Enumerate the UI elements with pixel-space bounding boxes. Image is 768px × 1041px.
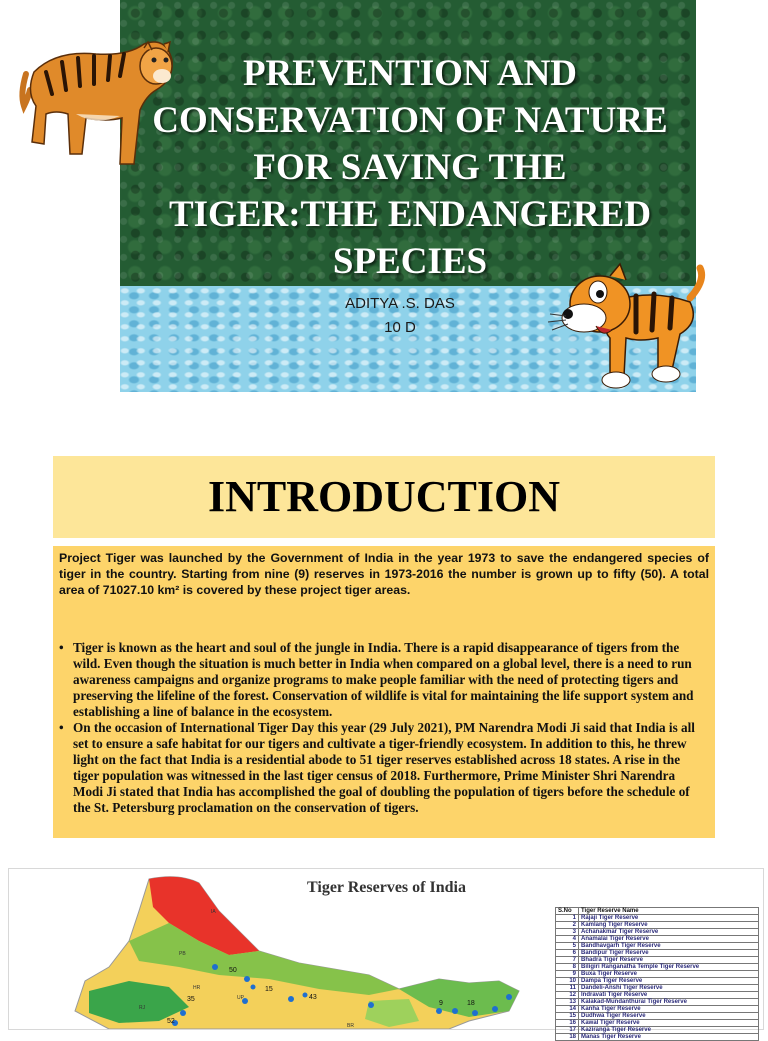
reserve-name: Kanha Tiger Reserve	[579, 1006, 759, 1013]
bullet-text: On the occasion of International Tiger Day this year (29 July 2021), PM Narendra Modi Ji said that India is all set to ensure a safe habitat for our tigers and cultivate a tiger-friendly ecosystem. In addition to this, he threw light on the fact that India is a residential abode to 51 tiger reserves established across 18 states. A rise in the tiger population was witnessed in the last tiger census of 2018. Furthermore, Prime Minister Shri Narendra Modi Ji stated that India has accomplished the goal of doubling the population of tigers before the schedule of the St. Petersburg proclamation on the conservation of tigers.	[73, 720, 695, 815]
reserve-name: Dandeli-Anshi Tiger Reserve	[579, 985, 759, 992]
tiger-reserve-table	[555, 907, 759, 1041]
reserve-number: 12	[556, 992, 579, 999]
author-class: 10 D	[384, 319, 416, 336]
reserve-number: 4	[556, 936, 579, 943]
table-row	[556, 1006, 759, 1013]
reserve-name: Kalakad-Mundanthurai Tiger Reserve	[579, 999, 759, 1006]
reserve-name: Bandipur Tiger Reserve	[579, 950, 759, 957]
reserve-number: 8	[556, 964, 579, 971]
reserve-number: 9	[556, 971, 579, 978]
reserve-name: Kawal Tiger Reserve	[579, 1020, 759, 1027]
reserve-number: 1	[556, 915, 579, 922]
table-row	[556, 978, 759, 985]
map-label: 52	[167, 1018, 175, 1025]
map-label: 43	[309, 994, 317, 1001]
map-label: 35	[187, 996, 195, 1003]
map-label: PB	[179, 951, 186, 957]
reserve-name: Anamalai Tiger Reserve	[579, 936, 759, 943]
map-label: HR	[193, 985, 201, 991]
table-row	[556, 971, 759, 978]
reserve-number: 16	[556, 1020, 579, 1027]
table-row	[556, 929, 759, 936]
reserve-name: Rajaji Tiger Reserve	[579, 915, 759, 922]
reserve-number: 14	[556, 1006, 579, 1013]
reserve-number: 11	[556, 985, 579, 992]
map-label: UP	[237, 995, 244, 1001]
map-label: 9	[439, 1000, 443, 1007]
reserve-name: Kamlang Tiger Reserve	[579, 922, 759, 929]
reserve-number: 2	[556, 922, 579, 929]
reserve-name: Dudhwa Tiger Reserve	[579, 1013, 759, 1020]
map-label: RJ	[139, 1005, 146, 1011]
table-row	[556, 936, 759, 943]
table-row	[556, 985, 759, 992]
table-row	[556, 922, 759, 929]
reserve-name: Achanakmar Tiger Reserve	[579, 929, 759, 936]
presentation-title: PREVENTION AND CONSERVATION OF NATURE FOR SAVING THE TIGER:THE ENDANGERED SPECIES	[152, 53, 668, 282]
table-row	[556, 915, 759, 922]
title-slide	[0, 0, 768, 420]
reserve-number: 6	[556, 950, 579, 957]
intro-paragraph: Project Tiger was launched by the Government of India in the year 1973 to save the endangered species of tiger in the country. Starting from nine (9) reserves in 1973-2016 the number is grown up to fifty (50). A total area of 71027.10 km² is covered by these project tiger areas.	[59, 551, 709, 597]
table-row	[556, 964, 759, 971]
reserve-number: 18	[556, 1034, 579, 1041]
intro-body-panel	[53, 546, 715, 838]
reserve-name: Dampa Tiger Reserve	[579, 978, 759, 985]
bullet-icon: •	[59, 720, 64, 735]
table-row	[556, 957, 759, 964]
map-label: BR	[347, 1023, 354, 1029]
column-header-sno: S.No	[556, 908, 579, 915]
intro-heading: INTRODUCTION	[207, 472, 561, 521]
reserve-number: 15	[556, 1013, 579, 1020]
reserve-number: 5	[556, 943, 579, 950]
reserve-number: 10	[556, 978, 579, 985]
reserve-name: Bandhavgarh Tiger Reserve	[579, 943, 759, 950]
reserve-name: Kaziranga Tiger Reserve	[579, 1027, 759, 1034]
reserve-number: 13	[556, 999, 579, 1006]
table-row	[556, 992, 759, 999]
table-row	[556, 1020, 759, 1027]
reserve-name: Manas Tiger Reserve	[579, 1034, 759, 1041]
reserve-name: Bhadra Tiger Reserve	[579, 957, 759, 964]
map-label: 15	[265, 986, 273, 993]
cartoon-tiger-illustration	[540, 258, 708, 396]
reserve-name: Biligiri Ranganatha Temple Tiger Reserve	[579, 964, 759, 971]
map-label: 18	[467, 1000, 475, 1007]
map-title: Tiger Reserves of India	[307, 879, 466, 896]
table-row	[556, 1034, 759, 1041]
table-row	[556, 999, 759, 1006]
reserve-name: Indravati Tiger Reserve	[579, 992, 759, 999]
reserve-number: 7	[556, 957, 579, 964]
tiger-illustration	[16, 14, 178, 170]
author-name: ADITYA .S. DAS	[345, 295, 455, 312]
table-row	[556, 1013, 759, 1020]
list-item	[57, 640, 707, 720]
intro-bullet-list	[57, 640, 707, 816]
reserve-number: 3	[556, 929, 579, 936]
tiger-reserves-map-slide	[8, 868, 764, 1040]
map-label: IA	[211, 909, 216, 915]
column-header-name: Tiger Reserve Name	[579, 908, 759, 915]
table-row	[556, 950, 759, 957]
table-row	[556, 1027, 759, 1034]
table-header-row	[556, 908, 759, 915]
table-row	[556, 943, 759, 950]
reserve-number: 17	[556, 1027, 579, 1034]
table-body	[556, 915, 759, 1041]
bullet-icon: •	[59, 640, 64, 655]
map-label: 50	[229, 967, 237, 974]
author-block	[300, 292, 500, 340]
intro-header-band	[53, 456, 715, 538]
list-item	[57, 720, 707, 816]
bullet-text: Tiger is known as the heart and soul of the jungle in India. There is a rapid disappearance of tigers from the wild. Even though the situation is much better in India when compared on a global level, there is a need to run awareness campaigns and organize programs to make people familiar with the need of protecting tigers and preserving the lifeline of the forest. Conservation of wildlife is vital for maintaining the life support system and establishing a line of balance in the ecosystem.	[73, 640, 694, 719]
reserve-name: Buxa Tiger Reserve	[579, 971, 759, 978]
